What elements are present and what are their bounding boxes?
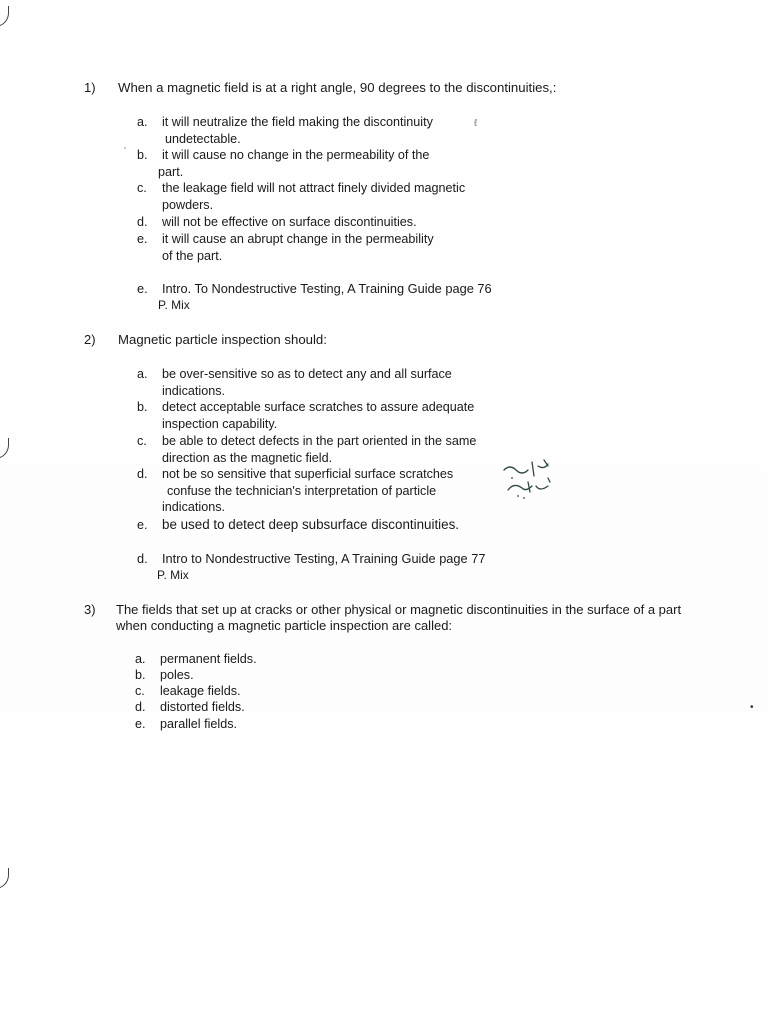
- punch-hole-mark: [0, 438, 9, 459]
- option-text-line: powders.: [162, 197, 214, 212]
- option-text-line: distorted fields.: [160, 700, 245, 714]
- option-text-line: the leakage field will not attract finely divided magnetic: [162, 181, 466, 195]
- option-text-line: it will cause no change in the permeability of the: [162, 148, 430, 162]
- answer-letter: e.: [137, 281, 148, 296]
- option-letter: d.: [135, 700, 146, 714]
- question-number: 1): [84, 80, 96, 95]
- option-text-line: it will cause an abrupt change in the permeability: [162, 232, 434, 246]
- option-text-line: indications.: [162, 500, 226, 514]
- answer-source: Intro to Nondestructive Testing, A Training Guide page 77: [162, 551, 486, 566]
- punch-hole-mark: [0, 868, 9, 889]
- option-text-line: it will neutralize the field making the discontinuity: [162, 115, 433, 129]
- punch-hole-mark: [0, 6, 9, 27]
- question-text: Magnetic particle inspection should:: [118, 332, 327, 347]
- option-text-line: be over-sensitive so as to detect any and all surface: [162, 367, 452, 381]
- question-text: When a magnetic field is at a right angle, 90 degrees to the discontinuities,:: [118, 80, 557, 95]
- option-text-line: not be so sensitive that superficial surface scratches: [162, 467, 454, 481]
- option-text-line: undetectable.: [165, 131, 241, 146]
- question-text-line: The fields that set up at cracks or other physical or magnetic discontinuities in the surface of a part: [116, 602, 682, 617]
- answer-source: Intro. To Nondestructive Testing, A Training Guide page 76: [162, 281, 492, 296]
- option-text-line: be able to detect defects in the part oriented in the same: [162, 434, 477, 448]
- answer-author: P. Mix: [157, 568, 189, 582]
- option-text-line: detect acceptable surface scratches to assure adequate: [162, 400, 475, 414]
- handwritten-annotation: [498, 456, 560, 504]
- option-text-line: part.: [158, 164, 184, 179]
- option-letter: a.: [137, 115, 148, 129]
- option-text-line: inspection capability.: [162, 416, 278, 431]
- option-letter: a.: [135, 652, 146, 666]
- option-letter: b.: [137, 148, 148, 162]
- option-text-line: confuse the technician's interpretation of particle: [167, 483, 437, 498]
- option-text-line: direction as the magnetic field.: [162, 450, 333, 465]
- option-text-line: be used to detect deep subsurface discontinuities.: [162, 517, 460, 532]
- option-letter: e.: [137, 518, 148, 532]
- stray-dot: •: [750, 702, 754, 713]
- option-text-line: will not be effective on surface discontinuities.: [162, 215, 417, 229]
- option-letter: d.: [137, 215, 148, 229]
- option-text-line: poles.: [160, 668, 194, 682]
- option-text-line: of the part.: [162, 248, 223, 263]
- option-letter: e.: [135, 717, 146, 731]
- option-letter: e.: [137, 232, 148, 246]
- question-number: 3): [84, 602, 96, 617]
- option-letter: b.: [137, 400, 148, 414]
- option-letter: a.: [137, 367, 148, 381]
- answer-author: P. Mix: [158, 298, 190, 312]
- option-text-line: leakage fields.: [160, 684, 241, 698]
- stray-mark: ʻ: [124, 146, 127, 157]
- option-letter: d.: [137, 467, 148, 481]
- option-text-line: parallel fields.: [160, 717, 238, 731]
- option-text-line: permanent fields.: [160, 652, 257, 666]
- option-letter: c.: [137, 181, 147, 195]
- option-letter: b.: [135, 668, 146, 682]
- option-letter: c.: [137, 434, 147, 448]
- option-text-line: indications.: [162, 383, 226, 398]
- option-letter: c.: [135, 684, 145, 698]
- question-number: 2): [84, 332, 96, 347]
- stray-mark: ℓ: [474, 118, 478, 129]
- answer-letter: d.: [137, 551, 148, 566]
- question-text-line: when conducting a magnetic particle inspection are called:: [116, 618, 453, 633]
